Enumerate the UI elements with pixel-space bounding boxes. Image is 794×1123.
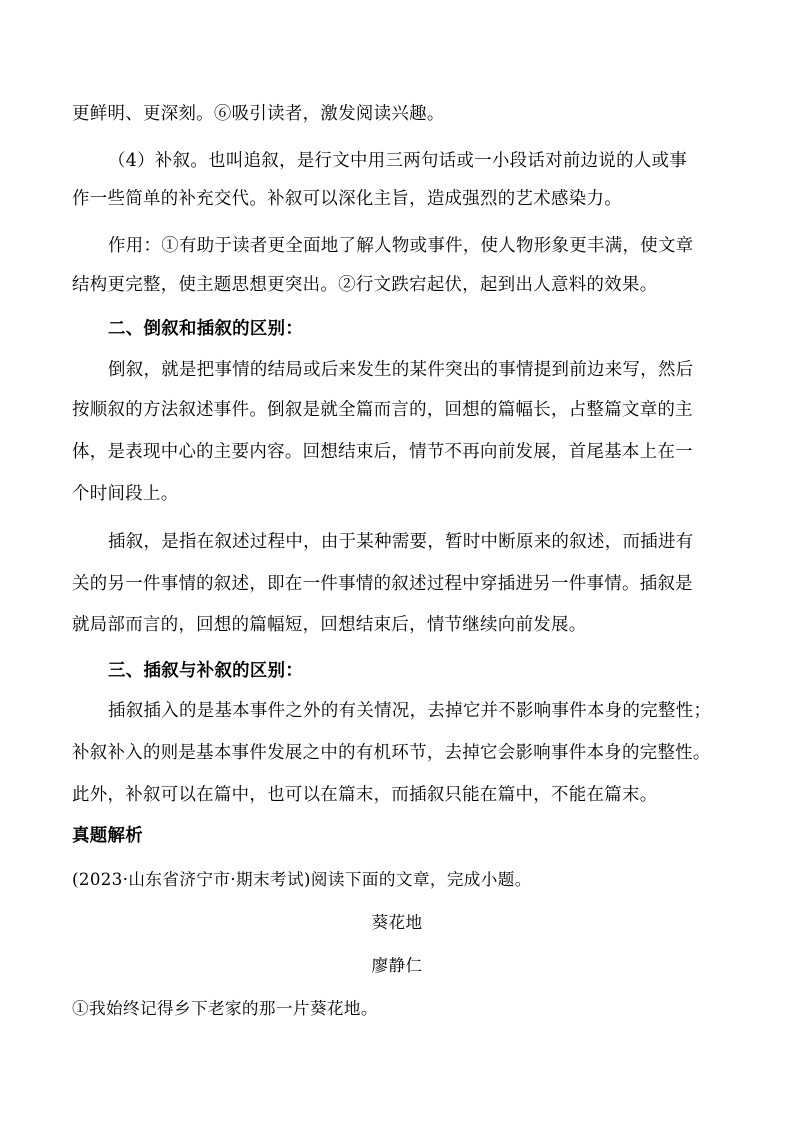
exam-source-line: (2023·山东省济宁市·期末考试)阅读下面的文章，完成小题。	[72, 870, 532, 889]
difference-line-1: 插叙插入的是基本事件之外的有关情况，去掉它并不影响事件本身的完整性；	[108, 701, 712, 721]
interpolation-line-1: 插叙，是指在叙述过程中，由于某种需要，暂时中断原来的叙述，而插进有	[108, 532, 694, 552]
function-line-2: 结构更完整，使主题思想更突出。②行文跌宕起伏，起到出人意料的效果。	[72, 275, 658, 295]
function-line-1: 作用：①有助于读者更全面地了解人物或事件，使人物形象更丰满，使文章	[108, 236, 694, 256]
flashback-line-1: 倒叙，就是把事情的结局或后来发生的某件突出的事情提到前边来写，然后	[108, 360, 694, 380]
difference-line-3: 此外，补叙可以在篇中，也可以在篇末，而插叙只能在篇中，不能在篇末。	[72, 785, 658, 805]
section-heading-3: 三、插叙与补叙的区别：	[108, 661, 304, 681]
article-first-line: ①我始终记得乡下老家的那一片葵花地。	[72, 999, 378, 1018]
article-author: 廖静仁	[371, 956, 423, 975]
flashback-line-4: 个时间段上。	[72, 484, 179, 504]
difference-line-2: 补叙补入的则是基本事件发展之中的有机环节，去掉它会影响事件本身的完整性。	[72, 743, 711, 763]
interpolation-line-3: 就局部而言的，回想的篇幅短，回想结束后，情节继续向前发展。	[72, 615, 587, 635]
exam-section-heading: 真题解析	[72, 826, 143, 846]
continuation-line: 更鲜明、更深刻。⑥吸引读者，激发阅读兴趣。	[72, 104, 445, 124]
flashback-line-3: 体，是表现中心的主要内容。回想结束后，情节不再向前发展，首尾基本上在一	[72, 442, 693, 462]
flashback-line-2: 按顺叙的方法叙述事件。倒叙是就全篇而言的，回想的篇幅长，占整篇文章的主	[72, 400, 693, 420]
supplementary-narration-line-2: 作一些简单的补充交代。补叙可以深化主旨，造成强烈的艺术感染力。	[72, 189, 622, 209]
interpolation-line-2: 关的另一件事情的叙述，即在一件事情的叙述过程中穿插进另一件事情。插叙是	[72, 574, 693, 594]
article-title: 葵花地	[371, 913, 423, 932]
supplementary-narration-line-1: （4）补叙。也叫追叙，是行文中用三两句话或一小段话对前边说的人或事	[108, 151, 688, 171]
section-heading-2: 二、倒叙和插叙的区别：	[108, 319, 304, 339]
